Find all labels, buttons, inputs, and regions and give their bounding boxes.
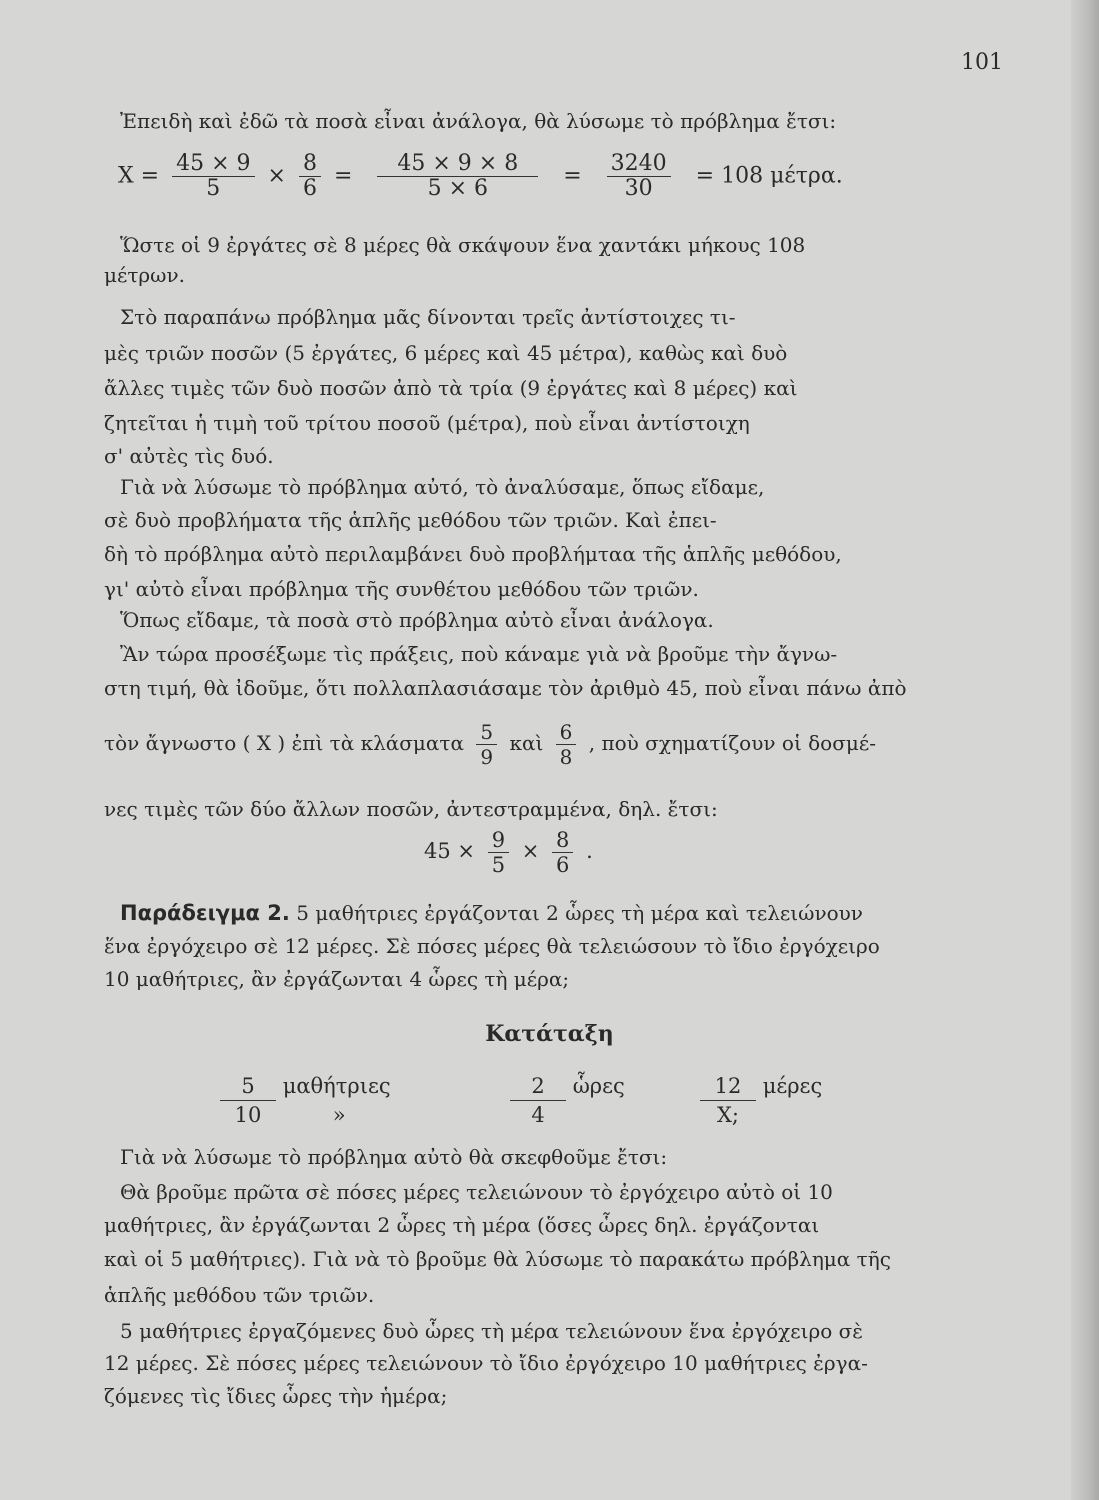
example-line-3: 10 μαθήτριες, ἂν ἐργάζωνται 4 ὧρες τὴ μέρα;: [104, 967, 570, 991]
frac-line-pre: τὸν ἄγνωστο ( X ) ἐπὶ τὰ κλάσματα: [104, 731, 464, 755]
eq2-times: ×: [521, 839, 540, 863]
eq1-times: ×: [267, 163, 286, 189]
text-line: Γιὰ νὰ λύσωμε τὸ πρόβλημα αὐτό, τὸ ἀναλύσαμε, ὅπως εἴδαμε,: [120, 475, 765, 499]
eq1-lhs: X =: [118, 163, 160, 189]
hours-bottom: 4: [531, 1103, 545, 1127]
eq1-fraction-1: [172, 152, 254, 201]
text-line: μέτρων.: [104, 263, 186, 287]
eq1-f1-denominator: 5: [206, 176, 221, 201]
eq1-result: = 108 μέτρα.: [695, 163, 843, 189]
text-line: σὲ δυὸ προβλήματα τῆς ἁπλῆς μεθόδου τῶν τριῶν. Καὶ ἐπει-: [104, 508, 717, 532]
intro-line: Ἐπειδὴ καὶ ἐδῶ τὰ ποσὰ εἶναι ἀνάλογα, θὰ λύσωμε τὸ πρόβλημα ἔτσι:: [120, 109, 837, 133]
frac-line-mid: καὶ: [509, 731, 544, 755]
text-line: Θὰ βροῦμε πρῶτα σὲ πόσες μέρες τελειώνουν τὸ ἐργόχειρο αὐτὸ οἱ 10: [120, 1180, 833, 1204]
text-line: Στὸ παραπάνω πρόβλημα μᾶς δίνονται τρεῖς ἀντίστοιχες τι-: [120, 305, 736, 329]
text-line: ζόμενες τὶς ἴδιες ὧρες τὴν ἡμέρα;: [104, 1384, 448, 1408]
katataxi-col-hours: [510, 1072, 625, 1129]
hours-top: 2: [510, 1072, 566, 1101]
eq2-end: .: [586, 839, 593, 863]
eq2-a: 45 ×: [424, 839, 475, 863]
text-line: ἄλλες τιμὲς τῶν δυὸ ποσῶν ἀπὸ τὰ τρία (9 ἐργάτες καὶ 8 μέρες) καὶ: [104, 376, 798, 400]
text-line: γι' αὐτὸ εἶναι πρόβλημα τῆς συνθέτου μεθόδου τῶν τριῶν.: [104, 577, 699, 601]
text-line: Γιὰ νὰ λύσωμε τὸ πρόβλημα αὐτὸ θὰ σκεφθοῦμε ἔτσι:: [120, 1145, 668, 1169]
hours-word: ὧρες: [572, 1074, 625, 1098]
students-bottom: 10: [234, 1103, 262, 1127]
eq1-f4-numerator: 3240: [607, 152, 671, 177]
text-line: Ὥστε οἱ 9 ἐργάτες σὲ 8 μέρες θὰ σκάψουν ἕνα χαντάκι μήκους 108: [120, 233, 806, 257]
eq1-fraction-4: [607, 152, 671, 201]
frac-b-denominator: 8: [559, 745, 573, 769]
eq2-fraction-1: [488, 828, 509, 877]
example-text-1: 5 μαθήτριες ἐργάζονται 2 ὧρες τὴ μέρα καὶ τελειώνουν: [296, 901, 863, 925]
frac-a-denominator: 9: [480, 745, 494, 769]
text-line: 5 μαθήτριες ἐργαζόμενες δυὸ ὧρες τὴ μέρα τελειώνουν ἕνα ἐργόχειρο σὲ: [120, 1319, 864, 1343]
eq2-fraction-2: [552, 828, 573, 877]
text-line: νες τιμὲς τῶν δύο ἄλλων ποσῶν, ἀντεστραμμένα, δηλ. ἔτσι:: [104, 797, 718, 821]
eq1-fraction-2: [299, 152, 321, 201]
eq1-equals-a: =: [333, 163, 353, 189]
days-bottom: X;: [716, 1103, 740, 1127]
section-heading: Κατάταξη: [485, 1021, 614, 1047]
eq1-equals-b: =: [563, 163, 582, 189]
fraction-line: [104, 720, 1015, 769]
eq2-f2-numerator: 8: [552, 828, 573, 853]
page-edge-shadow: [1071, 0, 1099, 1500]
eq1-f4-denominator: 30: [624, 176, 653, 201]
eq1-f3-denominator: 5 × 6: [427, 176, 489, 201]
text-line: σ' αὐτὲς τὶς δυό.: [104, 444, 274, 468]
page-number: 101: [961, 50, 1003, 75]
text-line: ἁπλῆς μεθόδου τῶν τριῶν.: [104, 1283, 375, 1307]
eq2-f2-denominator: 6: [556, 853, 570, 877]
text-line: ζητεῖται ἡ τιμὴ τοῦ τρίτου ποσοῦ (μέτρα), ποὺ εἶναι ἀντίστοιχη: [104, 411, 750, 435]
equation-1: [118, 152, 843, 201]
text-line: Ὅπως εἴδαμε, τὰ ποσὰ στὸ πρόβλημα αὐτὸ εἶναι ἀνάλογα.: [120, 608, 714, 632]
eq1-f2-numerator: 8: [299, 152, 321, 177]
text-line: Ἂν τώρα προσέξωμε τὶς πράξεις, ποὺ κάναμε γιὰ νὰ βροῦμε τὴν ἄγνω-: [120, 642, 838, 666]
katataxi-col-students: [220, 1072, 391, 1129]
days-top: 12: [700, 1072, 756, 1101]
text-line: στη τιμή, θὰ ἰδοῦμε, ὅτι πολλαπλασιάσαμε τὸν ἀριθμὸ 45, ποὺ εἶναι πάνω ἀπὸ: [104, 676, 907, 700]
frac-line-post: , ποὺ σχηματίζουν οἱ δοσμέ-: [588, 731, 876, 755]
eq2-f1-denominator: 5: [491, 853, 506, 877]
eq2-f1-numerator: 9: [488, 828, 509, 853]
text-line: μαθήτριες, ἂν ἐργάζωνται 2 ὧρες τὴ μέρα (ὅσες ὧρες δηλ. ἐργάζονται: [104, 1213, 820, 1237]
text-line: 12 μέρες. Σὲ πόσες μέρες τελειώνουν τὸ ἴδιο ἐργόχειρο 10 μαθήτριες ἐργα-: [104, 1351, 868, 1375]
fraction-6-8: [556, 720, 577, 769]
equation-2: [424, 828, 593, 877]
students-top: 5: [220, 1072, 276, 1101]
text-line: δὴ τὸ πρόβλημα αὐτὸ περιλαμβάνει δυὸ προβλήμταα τῆς ἁπλῆς μεθόδου,: [104, 542, 842, 566]
frac-a-numerator: 5: [476, 720, 497, 745]
text-line: καὶ οἱ 5 μαθήτριες). Γιὰ νὰ τὸ βροῦμε θὰ λύσωμε τὸ παρακάτω πρόβλημα τῆς: [104, 1247, 891, 1271]
eq1-f3-numerator: 45 × 9 × 8: [377, 152, 538, 177]
students-word: μαθήτριες: [282, 1074, 391, 1098]
fraction-5-9: [476, 720, 497, 769]
eq1-fraction-3: [377, 152, 538, 201]
text-line: μὲς τριῶν ποσῶν (5 ἐργάτες, 6 μέρες καὶ 45 μέτρα), καθὼς καὶ δυὸ: [104, 341, 788, 365]
example-line-1: [120, 900, 1015, 926]
days-word: μέρες: [762, 1074, 823, 1098]
example-line-2: ἕνα ἐργόχειρο σὲ 12 μέρες. Σὲ πόσες μέρες θὰ τελειώσουν τὸ ἴδιο ἐργόχειρο: [104, 934, 880, 958]
eq1-f1-numerator: 45 × 9: [172, 152, 254, 177]
eq1-f2-denominator: 6: [302, 176, 317, 201]
students-ditto: »: [332, 1103, 346, 1127]
example-label: Παράδειγμα 2.: [120, 901, 290, 925]
frac-b-numerator: 6: [556, 720, 577, 745]
katataxi-col-days: [700, 1072, 822, 1129]
